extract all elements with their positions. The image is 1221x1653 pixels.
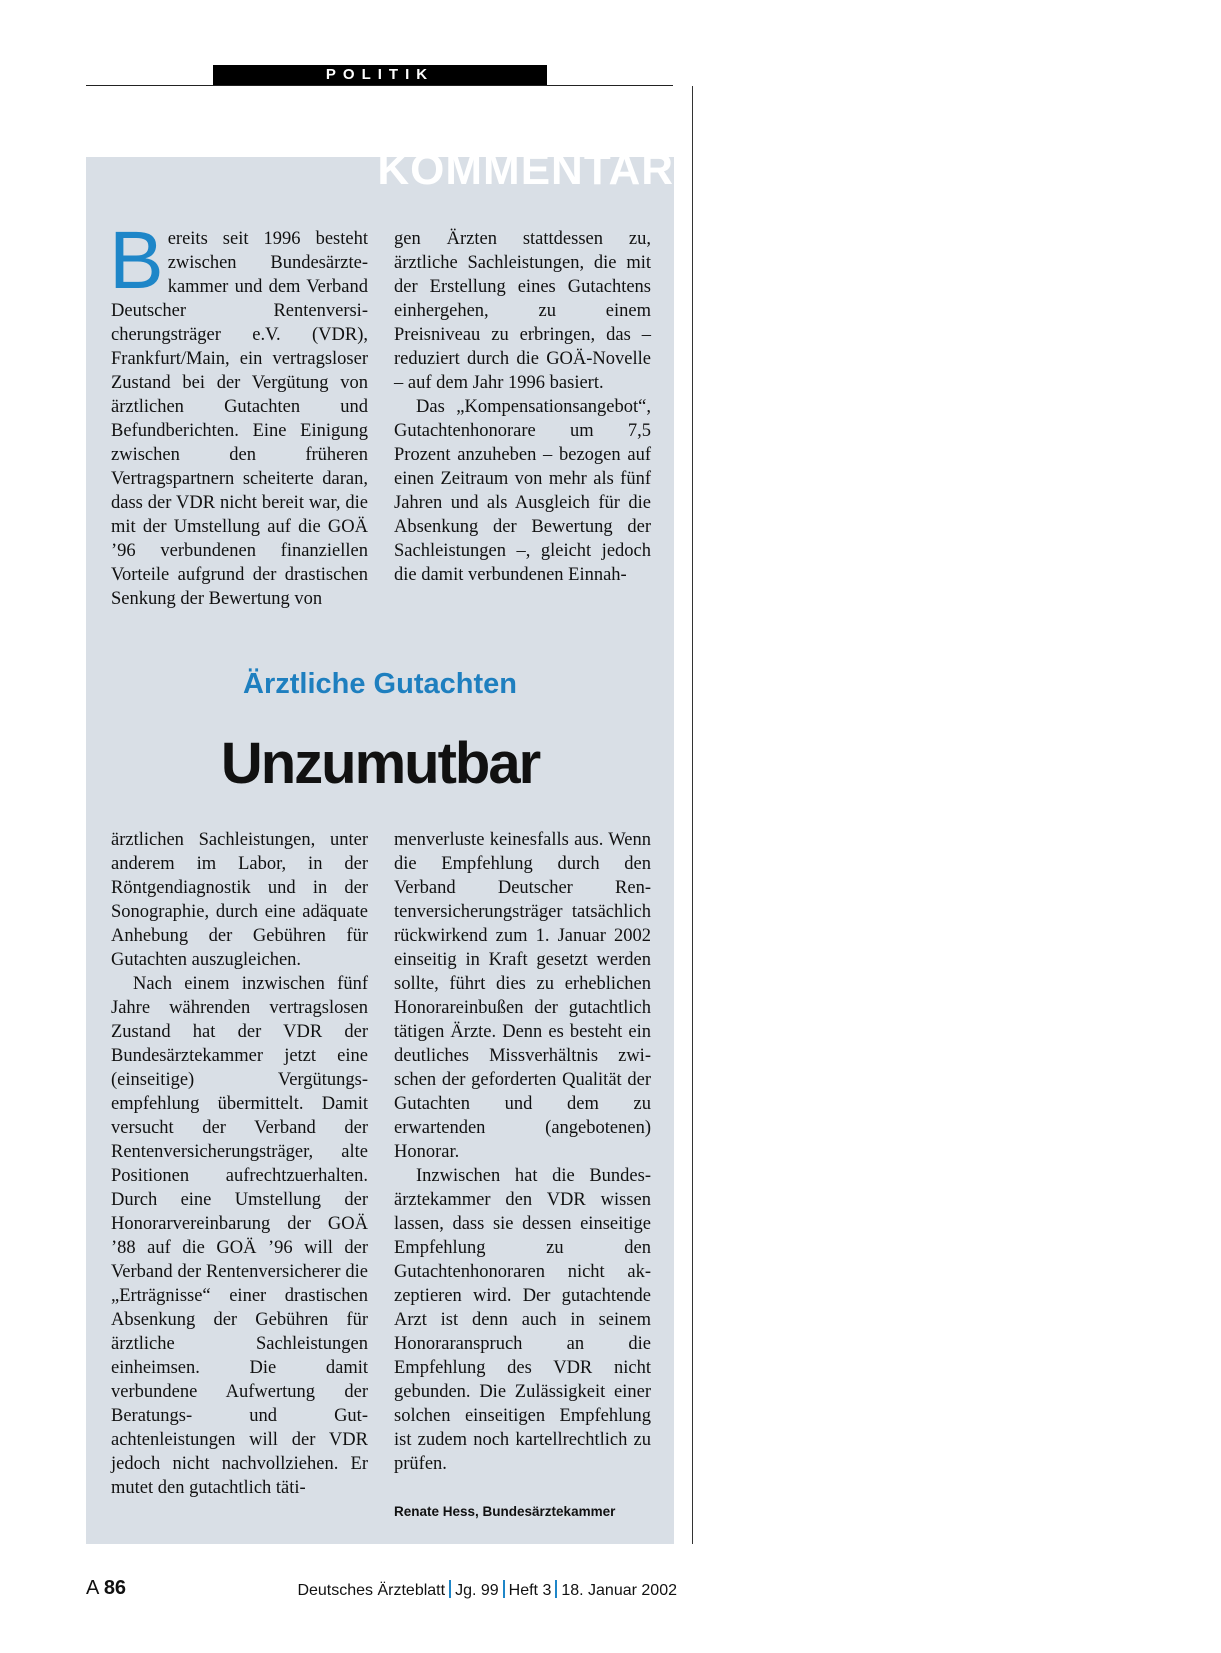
page-number-value: 86 [103,1577,127,1599]
journal-name: Deutsches Ärzteblatt [297,1582,446,1599]
column-rule [692,86,693,1544]
author-byline: Renate Hess, Bundesärztekammer [394,1504,616,1519]
paragraph [109,215,368,611]
drop-cap: B [109,215,164,306]
separator [555,1580,557,1598]
separator [503,1580,505,1598]
paragraph: Das „Kompensationsangebot“, Gutachtenhonorare um 7,5 Prozent anzuheben – bezogen auf einen Zeitraum von mehr als fünf Jahren und als Ausgleich für die Absenkung der Bewertung der Sachleistungen –, gleicht jedoch die damit verbundenen Einnah- [394,397,651,585]
paragraph-text: ereits seit 1996 besteht zwischen Bundesärztekammer und dem Verband Deutscher Rentenversicherungsträger e.V. (VDR), Frankfurt/Main, ein vertragsloser Zustand bei der Vergütung von ärztlichen Gutachten und Befundberichten. Eine Einigung zwischen den früheren Vertragspartnern scheiterte daran, dass der VDR nicht bereit war, die mit der Umstellung auf die GOÄ ’96 verbundenen finanziellen Vorteile aufgrund der drastischen Senkung der Bewertung von [111,229,368,609]
paragraph: gen Ärzten stattdessen zu, ärztliche Sachleistungen, die mit der Erstellung eines Gutachtens einhergehen, zu einem Preisniveau zu erbringen, das – reduziert durch die GOÄ-Novelle – auf dem Jahr 1996 basiert. [394,229,651,393]
page-prefix: A [86,1577,99,1599]
section-label: POLITIK [213,65,547,85]
article-kicker: Ärztliche Gutachten [243,668,517,700]
text-column-top-left [109,215,368,611]
paragraph: ärztlichen Sachleistungen, unter anderem im Labor, in der Röntgendiagnostik und in der Sonographie, durch eine adäquate Anhebung der Gebühren für Gutachten auszugleichen. [111,830,368,970]
page-number [86,1577,126,1600]
separator [449,1580,451,1598]
header-rule [86,85,673,86]
journal-volume: Jg. 99 [455,1582,499,1599]
journal-date: 18. Januar 2002 [561,1582,677,1599]
text-column-bottom-right [394,828,651,1476]
paragraph: Inzwischen hat die Bundesärztekammer den VDR wissen lassen, dass sie dessen einseitige Empfehlung zu den Gutachtenhonoraren nicht akzeptieren wird. Der gutachtende Arzt ist denn auch in seinem Honoraranspruch an die Empfehlung des VDR nicht gebunden. Die Zulässigkeit einer solchen einseitigen Empfehlung ist zudem noch kartellrechtlich zu prüfen. [394,1166,651,1474]
paragraph: Nach einem inzwischen fünf Jahre währenden vertragslosen Zustand hat der VDR der Bundesärztekammer jetzt eine (einseitige) Vergütungsempfehlung übermittelt. Damit versucht der Verband der Rentenversicherungsträger, alte Positionen aufrechtzuerhalten. Durch eine Umstellung der Honorarvereinbarung der GOÄ ’88 auf die GOÄ ’96 will der Verband der Rentenversicherer die „Erträgnisse“ einer drastischen Absenkung der Gebühren für ärztliche Sachleistungen einheimsen. Die damit verbundene Aufwertung der Beratungs- und Gutachtenleistungen will der VDR jedoch nicht nachvollziehen. Er mutet den gutachtlich täti- [111,974,368,1498]
article-headline: Unzumutbar [220,731,540,796]
journal-issue: Heft 3 [508,1582,552,1599]
paragraph: menverluste keinesfalls aus. Wenn die Empfehlung durch den Verband Deutscher Rentenversicherungsträger tatsächlich rückwirkend zum 1. Januar 2002 einseitig in Kraft gesetzt werden sollte, führt dies zu erheblichen Honorareinbußen der gutachtlich tätigen Ärzte. Denn es besteht ein deutliches Missverhältnis zwischen der geforderten Qualität der Gutachten und dem zu erwartenden (angebotenen) Honorar. [394,830,651,1162]
footer-citation [297,1580,677,1600]
kommentar-label: KOMMENTAR [377,145,674,194]
text-column-top-right [394,227,651,587]
text-column-bottom-left [111,828,368,1500]
